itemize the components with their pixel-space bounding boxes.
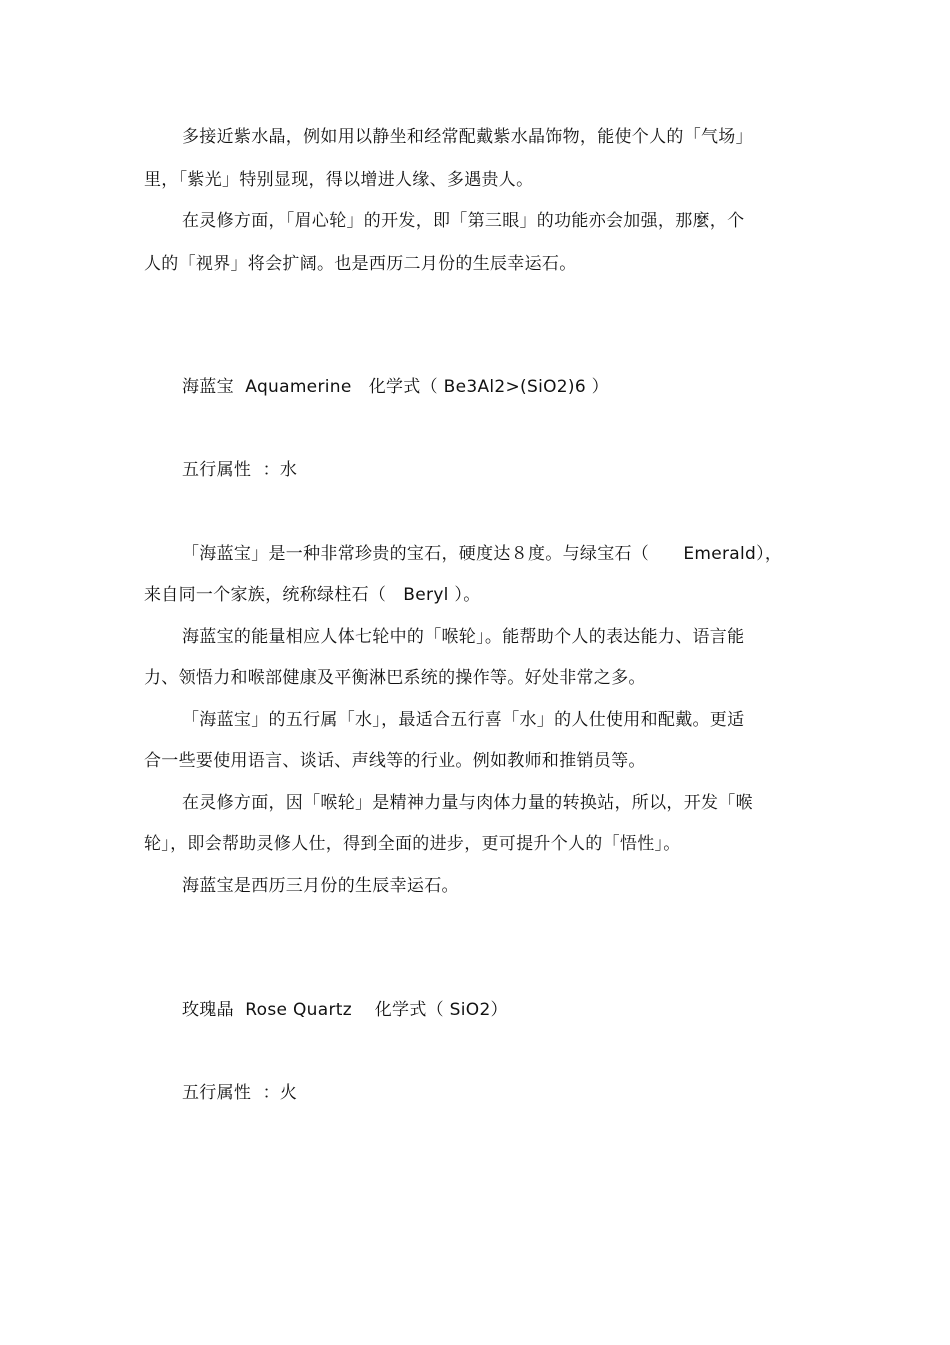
paragraph-line: 轮」，即会帮助灵修人仕，得到全面的进步，更可提升个人的「悟性」。: [144, 834, 681, 854]
paragraph-line: 人的「视界」将会扩阔。也是西历二月份的生辰幸运石。: [144, 254, 577, 274]
paragraph-line: 里，「紫光」特别显现，得以增进人缘、多遇贵人。: [144, 170, 534, 190]
paragraph-line: 「海蓝宝」的五行属「水」，最适合五行喜「水」的人仕使用和配戴。更适: [182, 710, 745, 730]
paragraph-line: 海蓝宝的能量相应人体七轮中的「喉轮」。能帮助个人的表达能力、语言能: [182, 627, 745, 647]
paragraph-line: 在灵修方面，「眉心轮」的开发，即「第三眼」的功能亦会加强，那麼，个: [182, 211, 745, 231]
paragraph-line: 来自同一个家族，统称绿柱石（ Beryl ）。: [144, 585, 481, 605]
five-elements-attribute: 五行属性 ：火: [182, 1083, 298, 1103]
five-elements-attribute: 五行属性 ：水: [182, 460, 298, 480]
paragraph-line: 合一些要使用语言、谈话、声线等的行业。例如教师和推销员等。: [144, 751, 646, 771]
section-heading-rose-quartz: 玫瑰晶 Rose Quartz 化学式（ SiO2）: [182, 1000, 508, 1020]
paragraph-line: 多接近紫水晶，例如用以静坐和经常配戴紫水晶饰物，能使个人的「气场」: [182, 127, 753, 147]
paragraph-line: 海蓝宝是西历三月份的生辰幸运石。: [182, 876, 459, 896]
paragraph-line: 力、领悟力和喉部健康及平衡淋巴系统的操作等。好处非常之多。: [144, 668, 646, 688]
paragraph-line: 在灵修方面，因「喉轮」是精神力量与肉体力量的转换站，所以，开发「喉: [182, 793, 753, 813]
section-heading-aquamarine: 海蓝宝 Aquamerine 化学式（ Be3Al2>(SiO2)6 ）: [182, 377, 609, 397]
paragraph-line: 「海蓝宝」是一种非常珍贵的宝石，硬度达８度。与绿宝石（ Emerald），: [182, 544, 783, 564]
